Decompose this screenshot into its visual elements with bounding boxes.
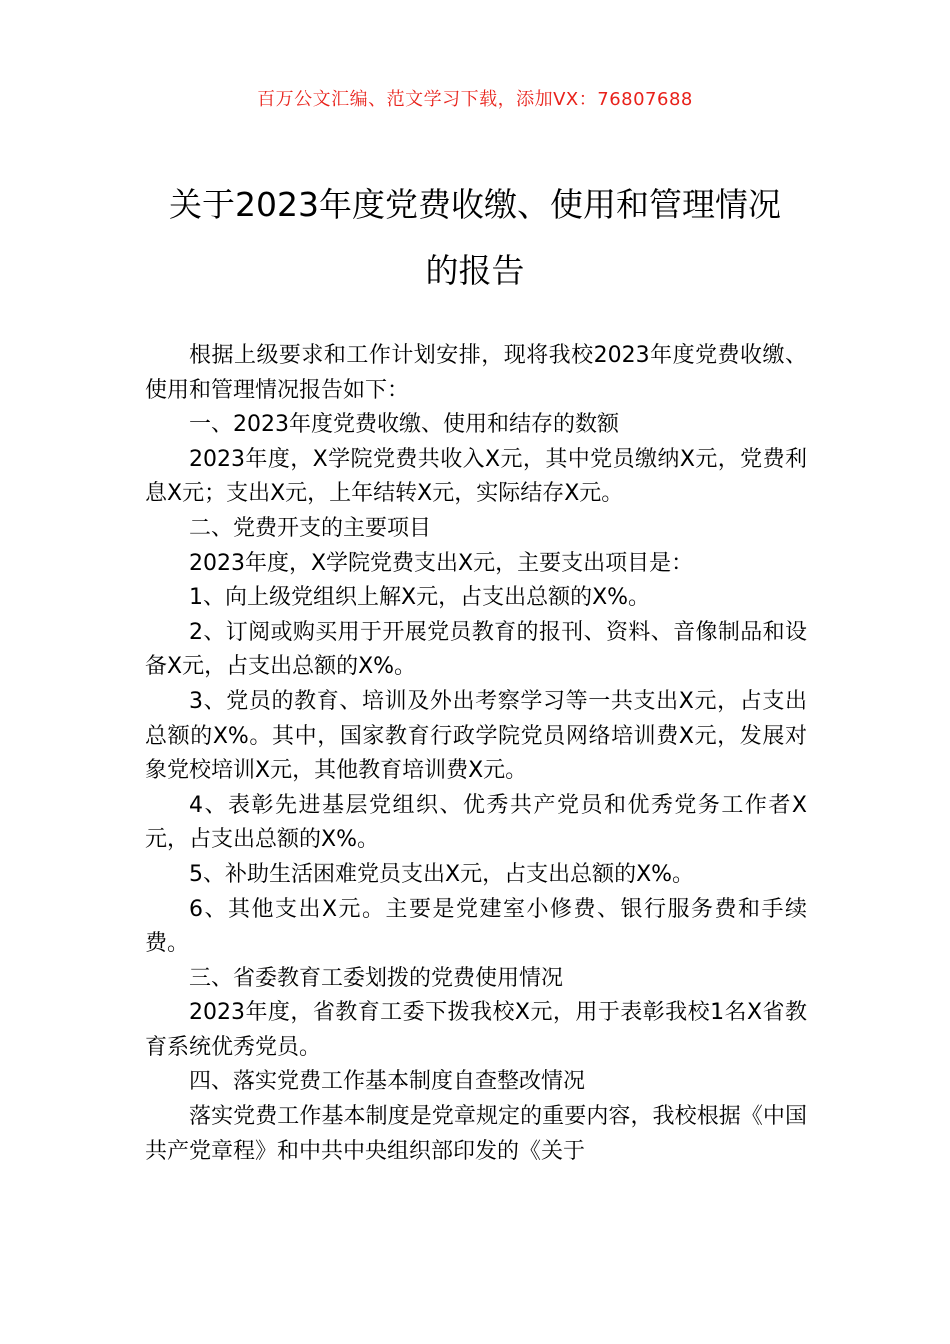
- section-heading-4: 四、落实党费工作基本制度自查整改情况: [189, 1069, 586, 1095]
- section-heading-2: 二、党费开支的主要项目: [189, 515, 432, 541]
- header-note: 百万公文汇编、范文学习下载，添加VX：76807688: [257, 89, 693, 110]
- list-item: 4、表彰先进基层党组织、优秀共产党员和优秀党务工作者X元，占支出总额的X%。: [145, 792, 807, 853]
- document-title: [120, 172, 830, 304]
- paragraph: 落实党费工作基本制度是党章规定的重要内容，我校根据《中国共产党章程》和中共中央组织部印发的《关于: [145, 1104, 807, 1164]
- list-item: 1、向上级党组织上解X元，占支出总额的X%。: [189, 585, 651, 611]
- paragraph: 2023年度，X学院党费支出X元，主要支出项目是：: [189, 550, 694, 576]
- title-line-1: 关于2023年度党费收缴、使用和管理情况: [169, 185, 781, 224]
- paragraph-intro: 根据上级要求和工作计划安排，现将我校2023年度党费收缴、使用和管理情况报告如下：: [145, 343, 807, 403]
- section-heading-3: 三、省委教育工委划拨的党费使用情况: [189, 965, 564, 991]
- list-item: 3、党员的教育、培训及外出考察学习等一共支出X元，占支出总额的X%。其中，国家教育行政学院党员网络培训费X元，发展对象党校培训X元，其他教育培训费X元。: [145, 688, 807, 784]
- paragraph: 2023年度，X学院党费共收入X元，其中党员缴纳X元，党费利息X元；支出X元，上年结转X元，实际结存X元。: [145, 446, 807, 507]
- title-line-2: 的报告: [425, 251, 525, 290]
- list-item: 6、其他支出X元。主要是党建室小修费、银行服务费和手续费。: [145, 896, 807, 957]
- paragraph: 2023年度，省教育工委下拨我校X元，用于表彰我校1名X省教育系统优秀党员。: [145, 1000, 807, 1060]
- list-item: 5、补助生活困难党员支出X元，占支出总额的X%。: [189, 861, 695, 887]
- list-item: 2、订阅或购买用于开展党员教育的报刊、资料、音像制品和设备X元，占支出总额的X%。: [145, 619, 807, 680]
- document-body: [145, 339, 807, 1169]
- section-heading-1: 一、2023年度党费收缴、使用和结存的数额: [189, 412, 619, 438]
